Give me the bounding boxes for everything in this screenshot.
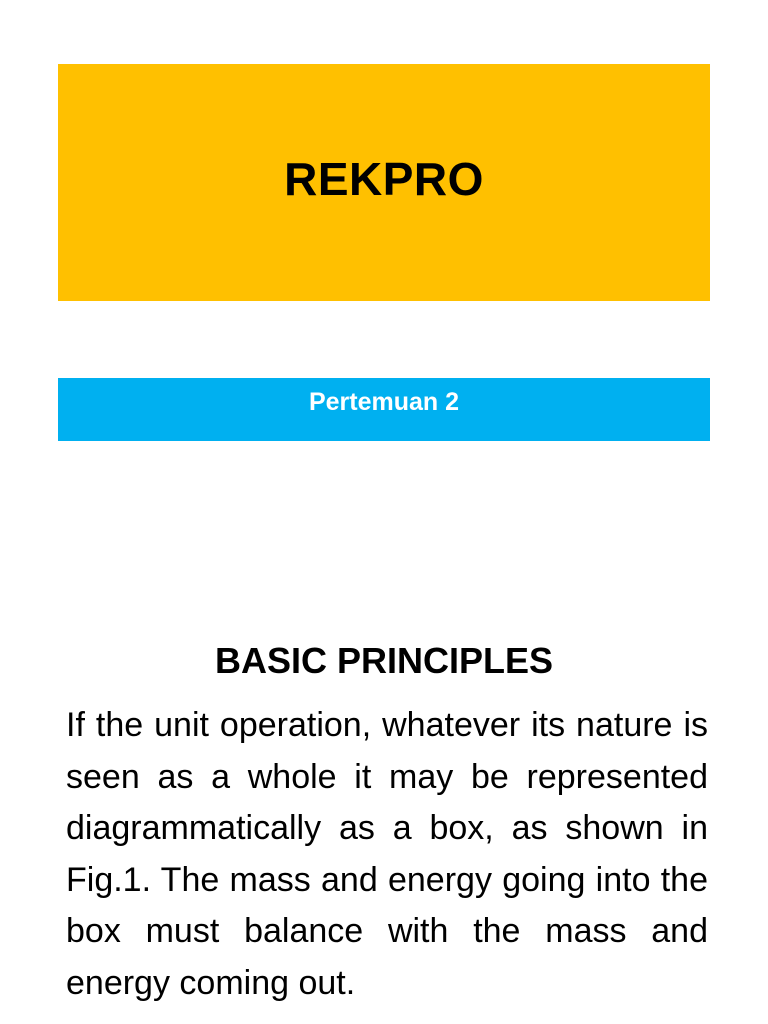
- title-banner: [58, 64, 710, 301]
- slide-title: REKPRO: [284, 152, 484, 205]
- body-paragraph: If the unit operation, whatever its nature is seen as a whole it may be represented diagrammatically as a box, as shown in Fig.1. The mass and energy going into the box must balance with the mass and energy coming out.: [66, 706, 708, 1002]
- subtitle-banner: [58, 378, 710, 441]
- slide-subtitle: Pertemuan 2: [308, 388, 460, 416]
- section-heading: BASIC PRINCIPLES: [214, 640, 554, 681]
